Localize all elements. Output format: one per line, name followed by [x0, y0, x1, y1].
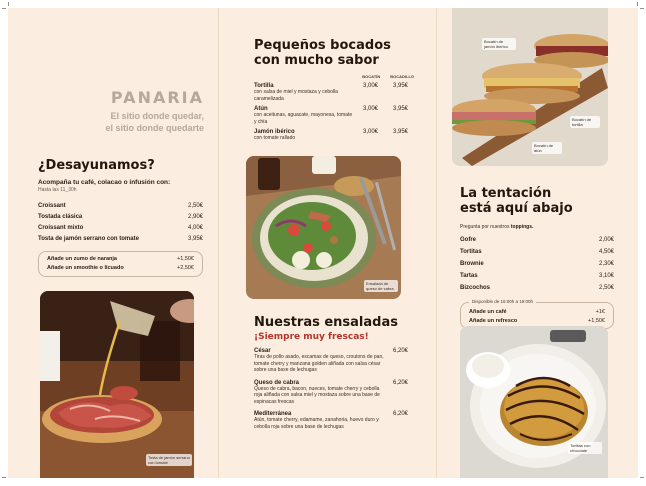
tosta-photo	[40, 291, 194, 478]
crop-mark	[2, 477, 6, 478]
afternoon-hours: Disponible de 16:00h a 19:00h	[469, 299, 536, 304]
bocados-section	[254, 38, 414, 142]
fold-line	[218, 8, 219, 478]
list-item: Tortilla con salsa de miel y mostaza y cebolla caramelizada 3,00€ 3,95€	[254, 83, 408, 102]
dessert-title-1: La tentación	[460, 186, 552, 201]
list-item: Gofre 2,00€	[460, 237, 614, 243]
extra-item: Añade un zumo de naranja +1,50€	[47, 256, 194, 262]
list-item: Tortitas 4,50€	[460, 249, 614, 255]
brand-logo: PANARIA	[110, 88, 204, 107]
list-item: Tosta de jamón serrano con tomate 3,95€	[38, 236, 203, 242]
list-item: Jamón ibérico con tomate rallado 3,00€ 3,95€	[254, 129, 408, 141]
fold-line	[436, 8, 437, 478]
tosta-illustration	[40, 291, 194, 478]
extra-item: Añade un smoothie o licuado +2,50€	[47, 265, 194, 271]
ensaladas-subtitle: ¡Siempre muy frescas!	[254, 332, 369, 342]
pancakes-photo	[460, 326, 608, 478]
photo-caption: Tortitas con chocolate	[568, 442, 602, 454]
dessert-section	[460, 186, 614, 329]
crop-mark	[8, 2, 9, 6]
pancakes-illustration	[460, 326, 608, 478]
crop-mark	[640, 477, 644, 478]
list-item: Queso de cabra Queso de cabra, bacon, nueces, tomate cherry y cebolla roja aliñada con salsa miel y mostaza sobre una base de espinacas frescas 6,20€	[254, 379, 408, 405]
extra-item: Añade un refresco +1,50€	[469, 317, 605, 324]
crop-mark	[637, 2, 638, 6]
breakfast-list	[38, 201, 203, 245]
breakfast-section	[38, 158, 203, 277]
list-item: César Tiras de pollo asado, escamas de queso, croutons de pan, tomate cherry y manzana golden aliñada con salsa césar sobre una base de lechugas 6,20€	[254, 348, 408, 373]
bocados-title-1: Pequeños bocados	[254, 38, 391, 53]
sandwich-illustration	[452, 8, 608, 166]
bocados-column-headers	[254, 74, 414, 79]
salad-illustration	[246, 156, 401, 299]
list-item: Tartas 3,10€	[460, 273, 614, 279]
breakfast-extras-box	[38, 251, 203, 277]
list-item: Brownie 2,30€	[460, 261, 614, 267]
salad-photo	[246, 156, 401, 299]
dessert-toppings-note: Pregunta por nuestros toppings.	[460, 224, 534, 230]
list-item: Tostada clásica 2,90€	[38, 214, 203, 220]
photo-caption: Bocatín de jamón ibérico	[482, 38, 516, 50]
ensaladas-section	[254, 315, 414, 430]
extra-item: Añade un café +1€	[469, 309, 605, 315]
crop-mark	[640, 8, 644, 9]
brand-tagline-1: El sitio donde quedar,	[110, 111, 204, 121]
bocados-title-2: con mucho sabor	[254, 53, 379, 68]
afternoon-extras-box	[460, 299, 614, 329]
list-item: Bizcochos 2,50€	[460, 285, 614, 291]
photo-caption: Bocatín de tortilla	[570, 116, 600, 128]
list-item: Croissant 2,50€	[38, 203, 203, 209]
breakfast-title: ¿Desayunamos?	[38, 158, 155, 173]
panel-left	[8, 8, 218, 478]
col-bocatin: BOCATÍN	[362, 74, 381, 79]
ensaladas-title: Nuestras ensaladas	[254, 315, 398, 330]
sandwich-photo	[452, 8, 608, 166]
crop-mark	[2, 8, 6, 9]
breakfast-intro: Acompaña tu café, colacao o infusión con:	[38, 179, 171, 186]
photo-caption: Ensalada de queso de cabra	[364, 280, 398, 292]
photo-caption: Bocatín de atún	[532, 142, 562, 154]
breakfast-hours: Hasta las 11_30h	[38, 187, 77, 193]
dessert-title-2: está aquí abajo	[460, 201, 573, 216]
brand-block	[105, 88, 204, 134]
col-bocadillo: BOCADILLO	[390, 74, 414, 79]
list-item: Mediterránea Atún, tomate cherry, edamame, zanahoria, huevo duro y cebolla roja sobre una base de lechugas 6,20€	[254, 411, 408, 430]
brand-tagline-2: el sitio donde quedarte	[105, 123, 204, 133]
menu-sheet	[8, 8, 638, 478]
photo-caption: Tosta de jamón serrano con tomate	[146, 454, 192, 466]
list-item: Croissant mixto 4,00€	[38, 225, 203, 231]
list-item: Atún con aceitunas, aguacate, mayonesa, tomate y chía 3,00€ 3,95€	[254, 106, 408, 125]
dessert-list	[460, 234, 614, 294]
